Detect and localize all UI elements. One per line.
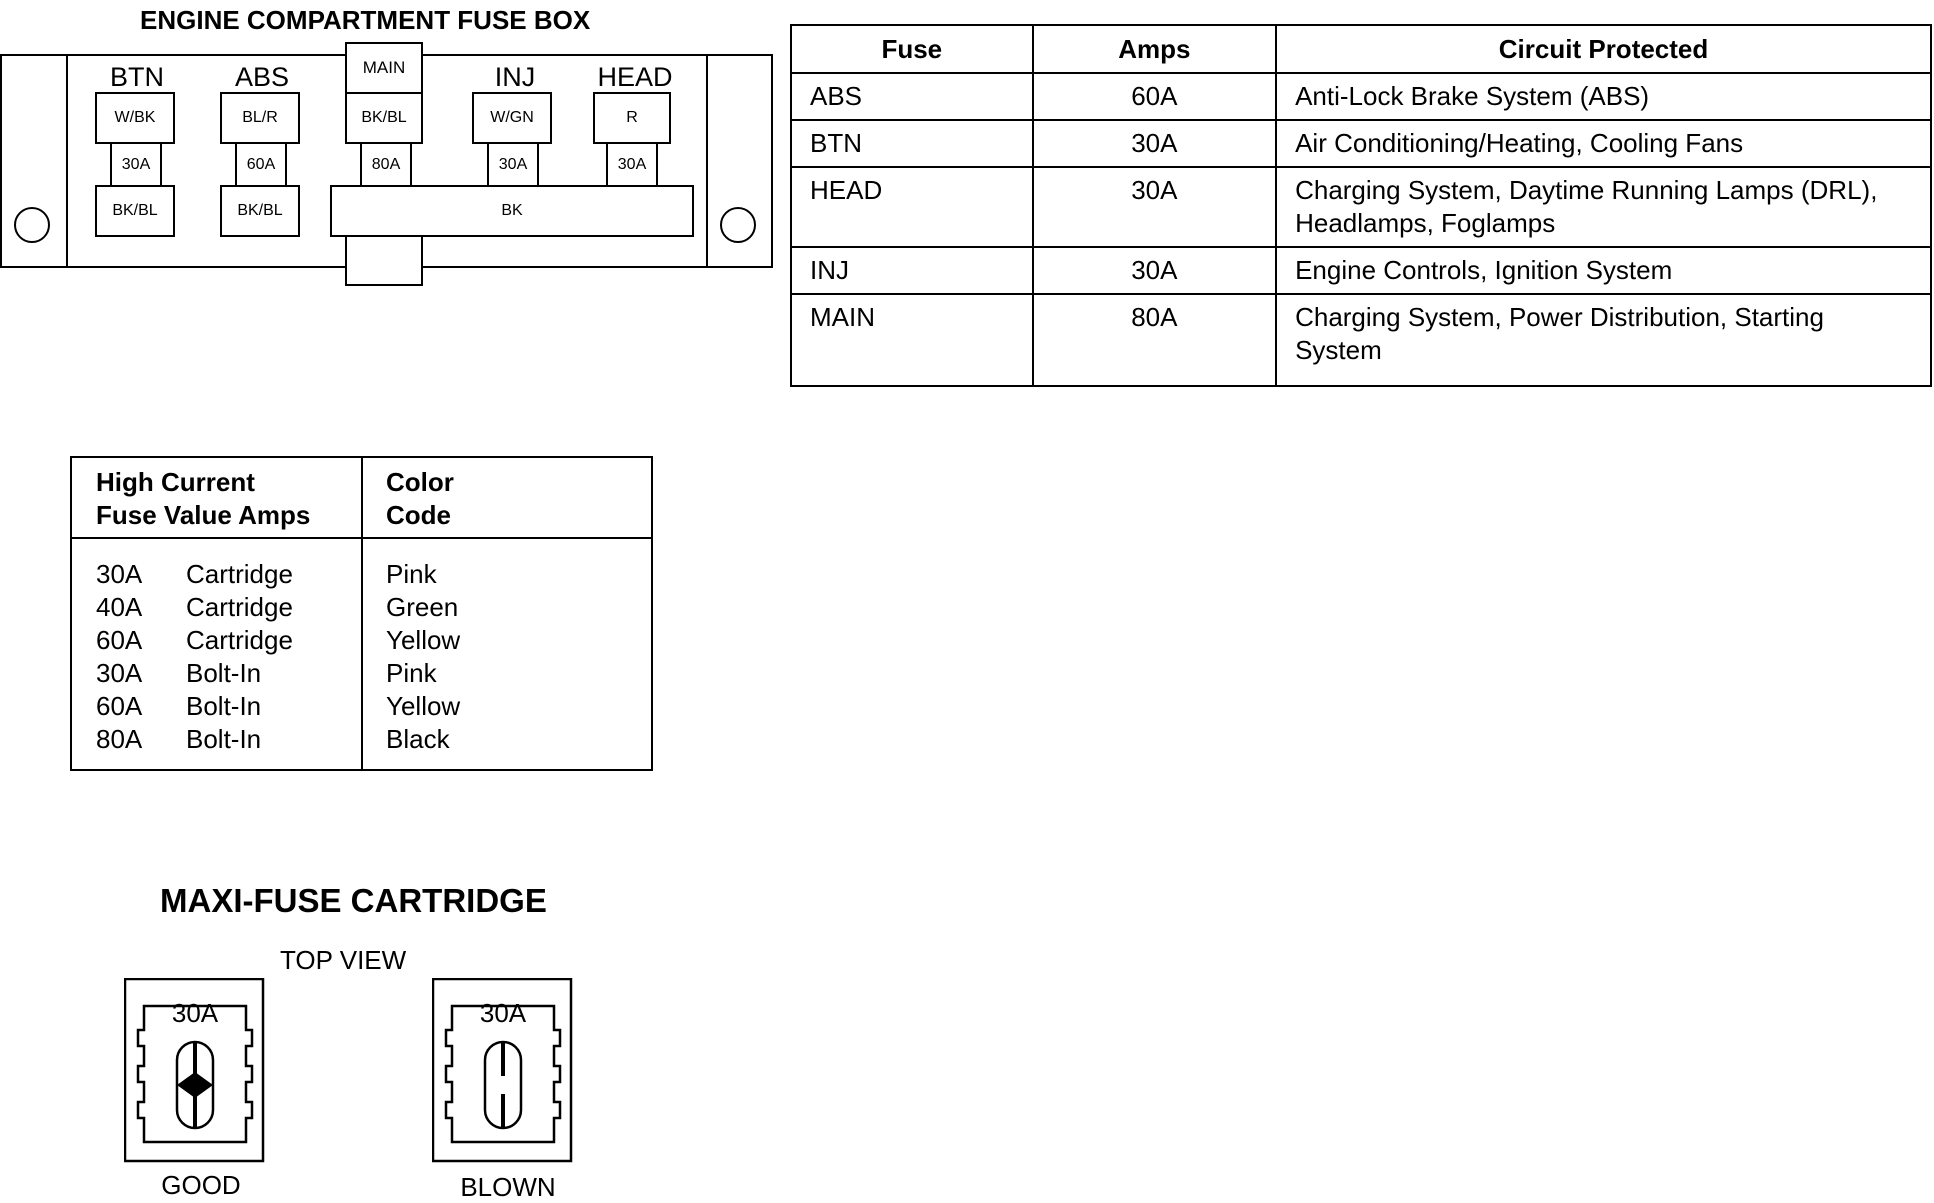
fuse-position-head-label: HEAD xyxy=(597,62,673,92)
table-row xyxy=(791,73,1931,120)
maxi-fuse-title: MAXI-FUSE CARTRIDGE xyxy=(160,882,547,919)
cell-circuit: Charging System, Daytime Running Lamps (DRL), Headlamps, Foglamps xyxy=(1276,167,1931,247)
abs-bottom-wire: BK/BL xyxy=(220,185,300,237)
cell-fuse: MAIN xyxy=(791,294,1033,386)
left-mount-hole xyxy=(14,207,50,243)
list-item: Bolt-In xyxy=(186,691,262,721)
list-item: Bolt-In xyxy=(186,658,262,688)
list-item: 60A xyxy=(96,691,143,721)
list-item: 30A xyxy=(96,658,143,688)
list-item: Black xyxy=(386,724,450,754)
abs-top-wire: BL/R xyxy=(220,92,300,144)
btn-rating: 30A xyxy=(110,142,162,187)
blown-fuse-rating: 30A xyxy=(479,998,527,1028)
color-table-color-col xyxy=(386,558,460,756)
right-mount-hole xyxy=(720,207,756,243)
cell-fuse: BTN xyxy=(791,120,1033,167)
btn-bottom-wire: BK/BL xyxy=(95,185,175,237)
table-row xyxy=(791,120,1931,167)
list-item: Bolt-In xyxy=(186,724,262,754)
header-right-line1: Color xyxy=(386,467,454,497)
list-item: 80A xyxy=(96,724,143,754)
left-flange-divider xyxy=(66,54,68,268)
cell-circuit: Engine Controls, Ignition System xyxy=(1276,247,1931,294)
cell-circuit: Charging System, Power Distribution, Starting System xyxy=(1276,294,1931,386)
col-header-circuit: Circuit Protected xyxy=(1276,25,1931,73)
cell-amps: 80A xyxy=(1033,294,1277,386)
cell-amps: 30A xyxy=(1033,120,1277,167)
cell-amps: 30A xyxy=(1033,167,1277,247)
abs-rating: 60A xyxy=(235,142,287,187)
inj-rating: 30A xyxy=(487,142,539,187)
cell-fuse: ABS xyxy=(791,73,1033,120)
btn-top-wire: W/BK xyxy=(95,92,175,144)
color-table-type-col xyxy=(186,558,293,756)
good-fuse-rating: 30A xyxy=(171,998,219,1028)
fuse-table xyxy=(790,24,1932,387)
list-item: Pink xyxy=(386,658,437,688)
fuse-box-title: ENGINE COMPARTMENT FUSE BOX xyxy=(140,5,591,35)
fuse-position-main-label: MAIN xyxy=(362,58,406,77)
inj-top-wire: W/GN xyxy=(472,92,552,144)
fuse-position-main-label-box xyxy=(345,42,423,94)
list-item: Green xyxy=(386,592,459,622)
common-bus-bar: BK xyxy=(330,185,694,237)
table-row xyxy=(791,247,1931,294)
top-view-label: TOP VIEW xyxy=(280,945,407,975)
fuse-position-btn-label: BTN xyxy=(110,62,164,92)
col-header-amps: Amps xyxy=(1033,25,1277,73)
list-item: Cartridge xyxy=(186,625,293,655)
cell-fuse: HEAD xyxy=(791,167,1033,247)
color-table-header-left xyxy=(96,466,310,532)
fuse-position-inj-label: INJ xyxy=(494,62,536,92)
color-code-table xyxy=(70,456,653,771)
cell-fuse: INJ xyxy=(791,247,1033,294)
list-item: Cartridge xyxy=(186,559,293,589)
main-rating: 80A xyxy=(360,142,412,187)
table-row xyxy=(791,167,1931,247)
color-table-header-right xyxy=(386,466,454,532)
table-row xyxy=(791,294,1931,386)
list-item: Yellow xyxy=(386,691,461,721)
list-item: Pink xyxy=(386,559,437,589)
color-table-divider xyxy=(361,458,363,769)
cell-amps: 30A xyxy=(1033,247,1277,294)
good-caption: GOOD xyxy=(161,1170,241,1200)
header-right-line2: Code xyxy=(386,500,451,530)
fuse-table-header xyxy=(791,25,1931,73)
list-item: 30A xyxy=(96,559,143,589)
col-header-fuse: Fuse xyxy=(791,25,1033,73)
blown-caption: BLOWN xyxy=(460,1172,556,1202)
cell-circuit: Air Conditioning/Heating, Cooling Fans xyxy=(1276,120,1931,167)
color-table-header-rule xyxy=(72,537,651,539)
header-left-line1: High Current xyxy=(96,467,255,497)
list-item: Yellow xyxy=(386,625,461,655)
right-flange-divider xyxy=(706,54,708,268)
list-item: 60A xyxy=(96,625,143,655)
list-item: 40A xyxy=(96,592,143,622)
header-left-line2: Fuse Value Amps xyxy=(96,500,311,530)
main-terminal-stem xyxy=(345,230,423,286)
list-item: Cartridge xyxy=(186,592,293,622)
color-table-amps-col xyxy=(96,558,142,756)
cell-amps: 60A xyxy=(1033,73,1277,120)
main-top-wire: BK/BL xyxy=(345,92,423,144)
fuse-position-abs-label: ABS xyxy=(234,62,290,92)
head-rating: 30A xyxy=(606,142,658,187)
head-top-wire: R xyxy=(593,92,671,144)
cell-circuit: Anti-Lock Brake System (ABS) xyxy=(1276,73,1931,120)
